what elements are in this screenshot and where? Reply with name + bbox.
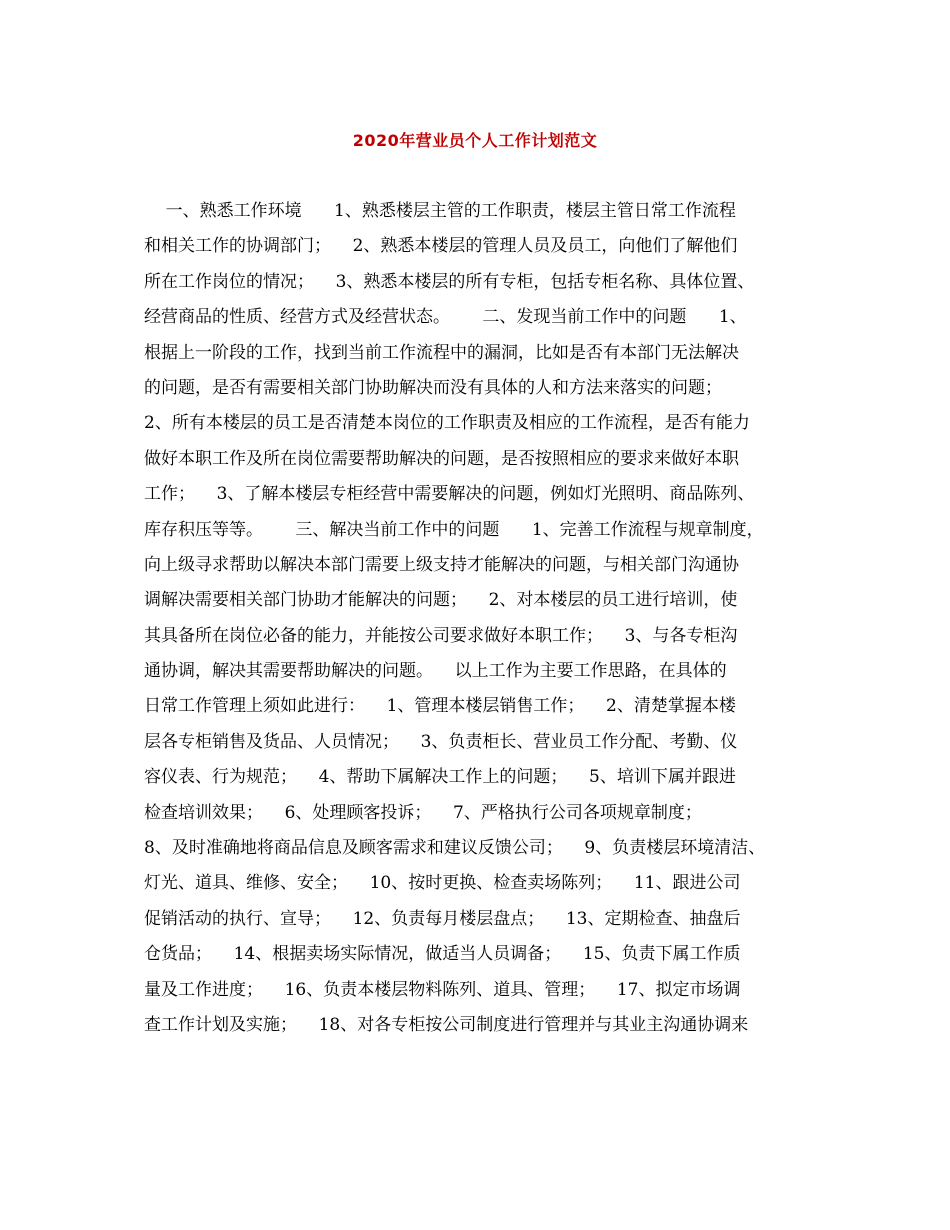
body-line: 2、所有本楼层的员工是否清楚本岗位的工作职责及相应的工作流程，是否有能力 <box>144 413 750 434</box>
body-line: 工作； 3、了解本楼层专柜经营中需要解决的问题，例如灯光照明、商品陈列、 <box>144 484 755 505</box>
body-line: 的问题，是否有需要相关部门协助解决而没有具体的人和方法来落实的问题； <box>144 377 722 398</box>
body-line: 检查培训效果； 6、处理顾客投诉； 7、严格执行公司各项规章制度； <box>144 802 702 823</box>
body-line: 向上级寻求帮助以解决本部门需要上级支持才能解决的问题，与相关部门沟通协 <box>144 554 739 575</box>
document-body <box>144 194 824 1043</box>
body-line: 仓货品； 14、根据卖场实际情况，做适当人员调备； 15、负责下属工作质 <box>144 944 741 965</box>
body-line: 其具备所在岗位必备的能力，并能按公司要求做好本职工作； 3、与各专柜沟 <box>144 625 738 646</box>
body-line: 层各专柜销售及货品、人员情况； 3、负责柜长、营业员工作分配、考勤、仪 <box>144 731 738 752</box>
body-line: 库存积压等等。 三、解决当前工作中的问题 1、完善工作流程与规章制度， <box>144 519 764 540</box>
document-title: 2020年营业员个人工作计划范文 <box>352 131 598 150</box>
body-line: 8、及时准确地将商品信息及顾客需求和建议反馈公司； 9、负责楼层环境清洁、 <box>144 838 766 859</box>
body-line: 经营商品的性质、经营方式及经营状态。 二、发现当前工作中的问题 1、 <box>144 307 747 328</box>
body-line: 量及工作进度； 16、负责本楼层物料陈列、道具、管理； 17、拟定市场调 <box>144 979 741 1000</box>
body-line: 根据上一阶段的工作，找到当前工作流程中的漏洞，比如是否有本部门无法解决 <box>144 342 739 363</box>
body-line: 日常工作管理上须如此进行： 1、管理本楼层销售工作； 2、清楚掌握本楼 <box>144 696 736 717</box>
body-line: 灯光、道具、维修、安全； 10、按时更换、检查卖场陈列； 11、跟进公司 <box>144 873 741 894</box>
body-line: 容仪表、行为规范； 4、帮助下属解决工作上的问题； 5、培训下属并跟进 <box>144 767 736 788</box>
body-line: 做好本职工作及所在岗位需要帮助解决的问题，是否按照相应的要求来做好本职 <box>144 448 739 469</box>
body-line: 所在工作岗位的情况； 3、熟悉本楼层的所有专柜，包括专柜名称、具体位置、 <box>144 271 755 292</box>
body-line: 调解决需要相关部门协助才能解决的问题； 2、对本楼层的员工进行培训，使 <box>144 590 738 611</box>
body-line: 查工作计划及实施； 18、对各专柜按公司制度进行管理并与其业主沟通协调来 <box>144 1014 749 1035</box>
body-line: 通协调，解决其需要帮助解决的问题。 以上工作为主要工作思路，在具体的 <box>144 661 727 682</box>
body-line: 促销活动的执行、宣导； 12、负责每月楼层盘点； 13、定期检查、抽盘后 <box>144 908 741 929</box>
body-line: 和相关工作的协调部门； 2、熟悉本楼层的管理人员及员工，向他们了解他们 <box>144 236 738 257</box>
body-line: 一、熟悉工作环境 1、熟悉楼层主管的工作职责，楼层主管日常工作流程 <box>144 201 736 221</box>
